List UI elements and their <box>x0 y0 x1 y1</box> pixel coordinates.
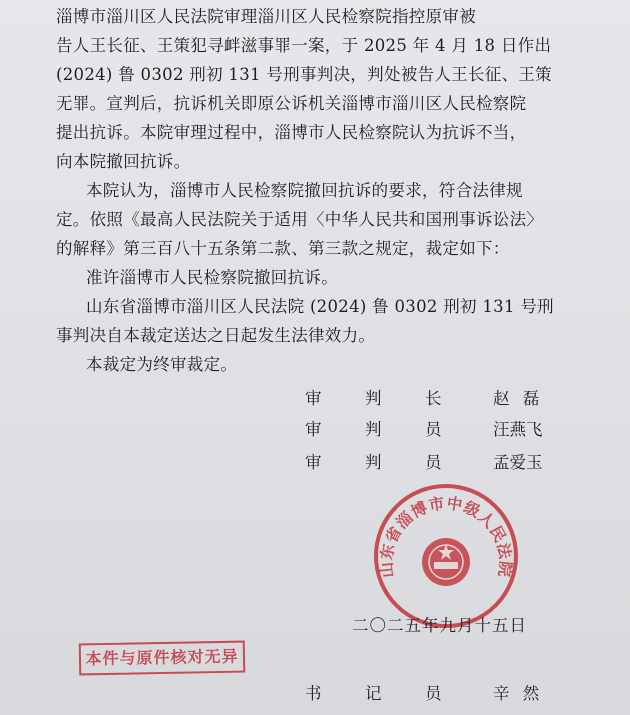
body-line: 无罪。宣判后，抗诉机关即原公诉机关淄博市淄川区人民检察院 <box>56 94 527 113</box>
body-line: (2024) 鲁 0302 刑初 131 号刑事判决，判处被告人王长征、王策 <box>56 65 552 84</box>
body-line: 告人王长征、王策犯寻衅滋事罪一案，于 2025 年 4 月 18 日作出 <box>56 36 552 55</box>
signature-title-char: 员 <box>425 684 442 703</box>
signature-name: 孟爱玉 <box>493 453 543 472</box>
verification-stamp: 本件与原件核对无异 <box>79 641 246 676</box>
signature-judge <box>305 449 565 473</box>
body-line: 向本院撤回抗诉。 <box>56 152 191 171</box>
signature-name: 汪燕飞 <box>493 420 543 439</box>
court-seal <box>372 482 520 630</box>
body-line: 本院认为，淄博市人民检察院撤回抗诉的要求，符合法律规 <box>86 181 523 200</box>
body-line: 淄博市淄川区人民法院审理淄川区人民检察院指控原审被 <box>56 7 476 26</box>
signature-title-char: 判 <box>365 453 382 472</box>
signature-title-char: 判 <box>365 420 382 439</box>
signature-judge <box>305 416 565 440</box>
ruling-line: 准许淄博市人民检察院撤回抗诉。 <box>86 268 338 287</box>
svg-text:山东省淄博市中级人民法院: 山东省淄博市中级人民法院 <box>377 494 515 579</box>
signature-name: 赵 磊 <box>493 389 544 408</box>
signature-title-char: 书 <box>305 684 322 703</box>
ruling-date: 二〇二五年九月十五日 <box>352 616 527 635</box>
signature-name: 辛 然 <box>493 684 544 703</box>
body-line: 的解释》第三百八十五条第二款、第三款之规定，裁定如下： <box>56 239 510 258</box>
body-line: 提出抗诉。本院审理过程中，淄博市人民检察院认为抗诉不当， <box>56 123 527 142</box>
signature-title-char: 员 <box>425 453 442 472</box>
signature-title-char: 审 <box>305 389 322 408</box>
signature-title-char: 判 <box>365 389 382 408</box>
signature-title-char: 审 <box>305 420 322 439</box>
body-line: 山东省淄博市淄川区人民法院 (2024) 鲁 0302 刑初 131 号刑 <box>86 297 554 316</box>
body-line: 定。依照《最高人民法院关于适用〈中华人民共和国刑事诉讼法〉 <box>56 210 544 229</box>
national-emblem-icon <box>422 538 470 586</box>
body-line: 事判决自本裁定送达之日起发生法律效力。 <box>56 326 376 345</box>
signature-presiding-judge <box>305 385 565 409</box>
body-line: 本裁定为终审裁定。 <box>86 355 238 374</box>
signature-title-char: 员 <box>425 420 442 439</box>
signature-title-char: 记 <box>365 684 382 703</box>
signature-title-char: 审 <box>305 453 322 472</box>
signature-clerk <box>305 680 565 704</box>
signature-title-char: 长 <box>425 389 442 408</box>
